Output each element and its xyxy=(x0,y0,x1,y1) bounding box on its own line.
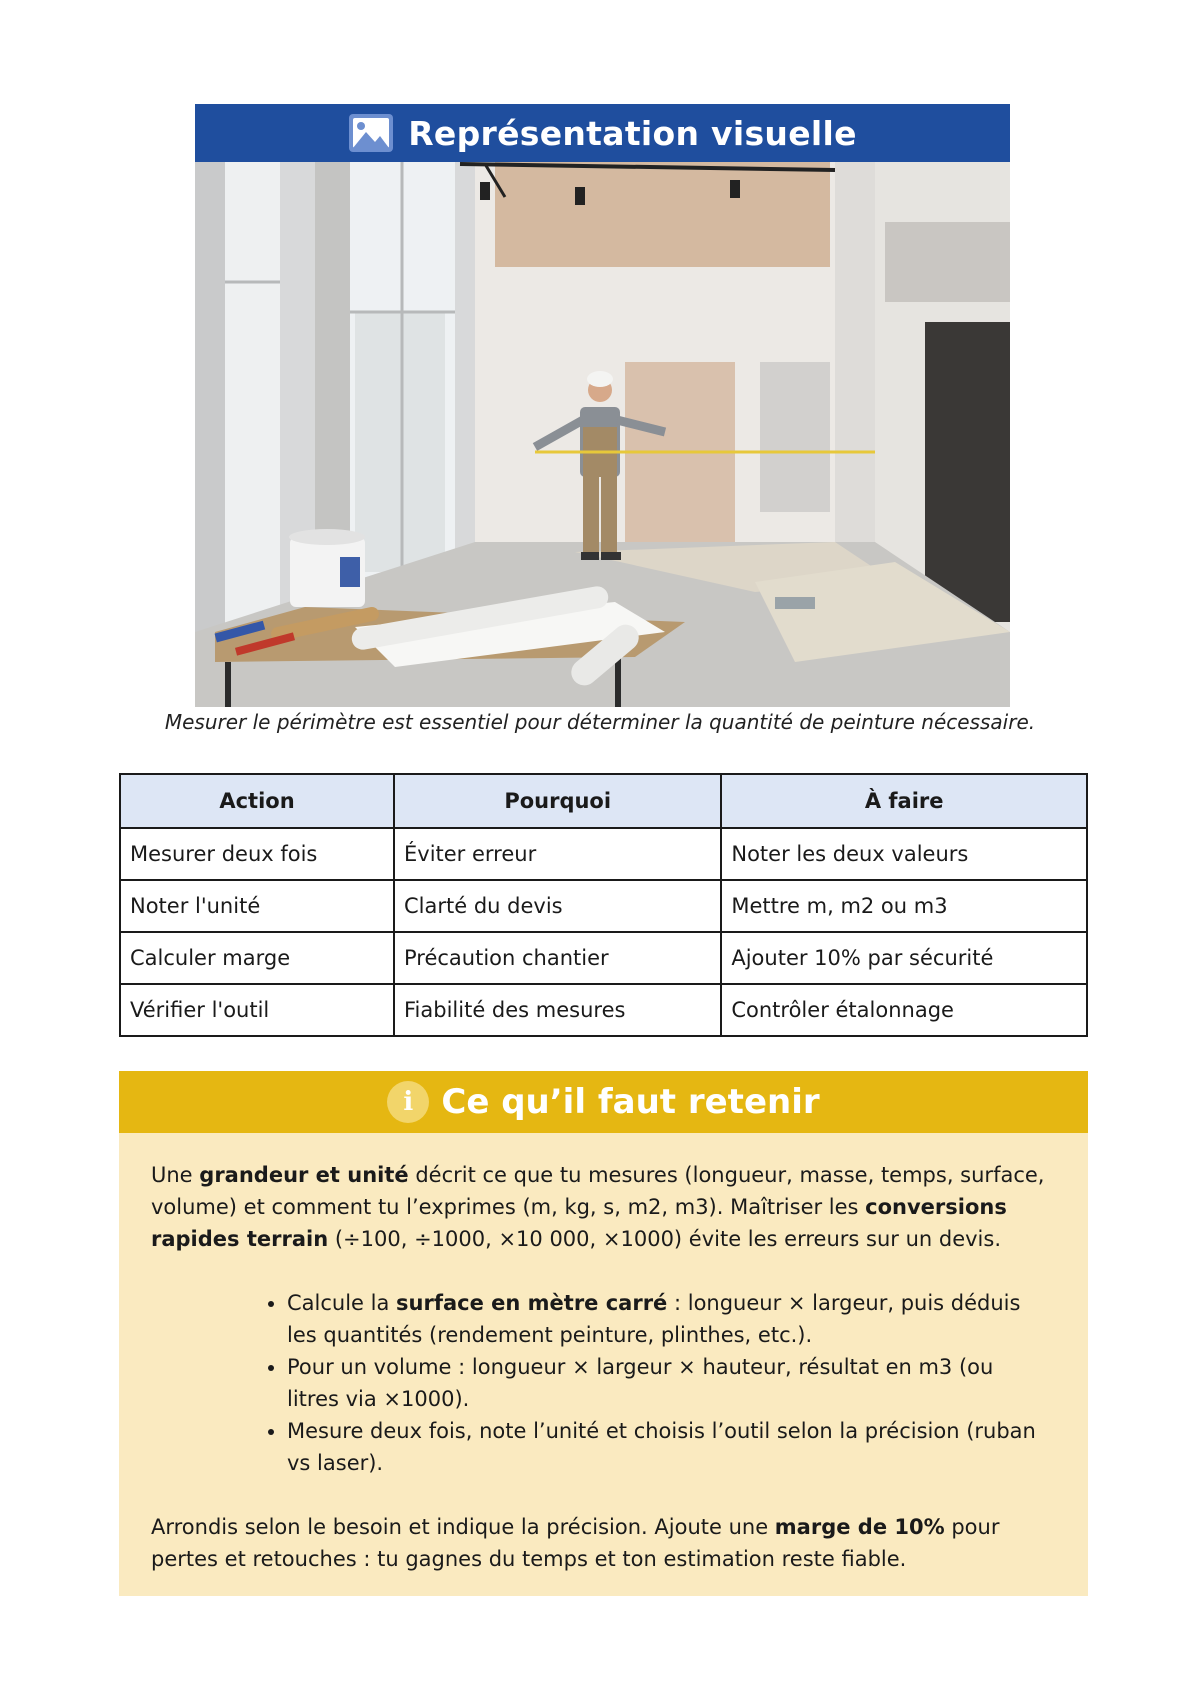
table-cell: Vérifier l'outil xyxy=(120,984,394,1036)
text-run: : longueur × largeur, puis déduis les quantités (rendement peinture, plinthes, etc.). xyxy=(287,1291,1021,1347)
retain-section-title: Ce qu’il faut retenir xyxy=(441,1082,820,1122)
table-cell: Noter les deux valeurs xyxy=(721,828,1087,880)
table-row xyxy=(120,880,1087,932)
list-item xyxy=(287,1287,1048,1351)
table-cell: Fiabilité des mesures xyxy=(394,984,721,1036)
table-cell: Clarté du devis xyxy=(394,880,721,932)
text-run: Une xyxy=(151,1163,200,1187)
table-cell: Calculer marge xyxy=(120,932,394,984)
photo-caption: Mesurer le périmètre est essentiel pour déterminer la quantité de peinture nécessaire. xyxy=(164,710,1036,734)
info-icon: i xyxy=(387,1081,429,1123)
table-cell: Précaution chantier xyxy=(394,932,721,984)
table-row xyxy=(120,932,1087,984)
retain-bullet-list xyxy=(151,1287,1048,1479)
visual-section-header xyxy=(195,104,1010,162)
table-cell: Mettre m, m2 ou m3 xyxy=(721,880,1087,932)
text-run: décrit ce que tu mesures (longueur, masse, temps, surface, volume) et comment tu l’exprimes (m, kg, s, m2, m3). Maîtriser les xyxy=(151,1163,1045,1219)
retain-section-body xyxy=(119,1133,1088,1596)
text-run: Calcule la xyxy=(287,1291,397,1315)
table-row xyxy=(120,984,1087,1036)
text-run: (÷100, ÷1000, ×10 000, ×1000) évite les erreurs sur un devis. xyxy=(328,1227,1001,1251)
text-run: pour pertes et retouches : tu gagnes du temps et ton estimation reste fiable. xyxy=(151,1515,1000,1571)
renovation-photo xyxy=(195,162,1010,707)
table-row xyxy=(120,828,1087,880)
table-cell: Ajouter 10% par sécurité xyxy=(721,932,1087,984)
table-header-row xyxy=(120,774,1087,828)
bold-text: surface en mètre carré xyxy=(396,1291,668,1315)
bold-text: marge de 10% xyxy=(774,1515,945,1539)
image-icon xyxy=(348,113,394,153)
table-cell: Noter l'unité xyxy=(120,880,394,932)
text-run: Arrondis selon le besoin et indique la précision. Ajoute une xyxy=(151,1515,775,1539)
table-cell: Éviter erreur xyxy=(394,828,721,880)
visual-section-title: Représentation visuelle xyxy=(408,113,857,153)
retain-outro-paragraph xyxy=(151,1511,1048,1575)
list-item: • Mesure deux fois, note l’unité et choisis l’outil selon la précision (ruban vs laser). xyxy=(287,1415,1048,1479)
column-header: Pourquoi xyxy=(394,774,721,828)
column-header: Action xyxy=(120,774,394,828)
bold-text: conversions rapides terrain xyxy=(151,1195,1007,1251)
column-header: À faire xyxy=(721,774,1087,828)
table-cell: Mesurer deux fois xyxy=(120,828,394,880)
measurement-tips-table xyxy=(119,773,1088,1037)
table-cell: Contrôler étalonnage xyxy=(721,984,1087,1036)
list-item: • Pour un volume : longueur × largeur × hauteur, résultat en m3 (ou litres via ×1000). xyxy=(287,1351,1048,1415)
bold-text: grandeur et unité xyxy=(199,1163,409,1187)
retain-section-header xyxy=(119,1071,1088,1133)
retain-intro-paragraph xyxy=(151,1159,1048,1255)
